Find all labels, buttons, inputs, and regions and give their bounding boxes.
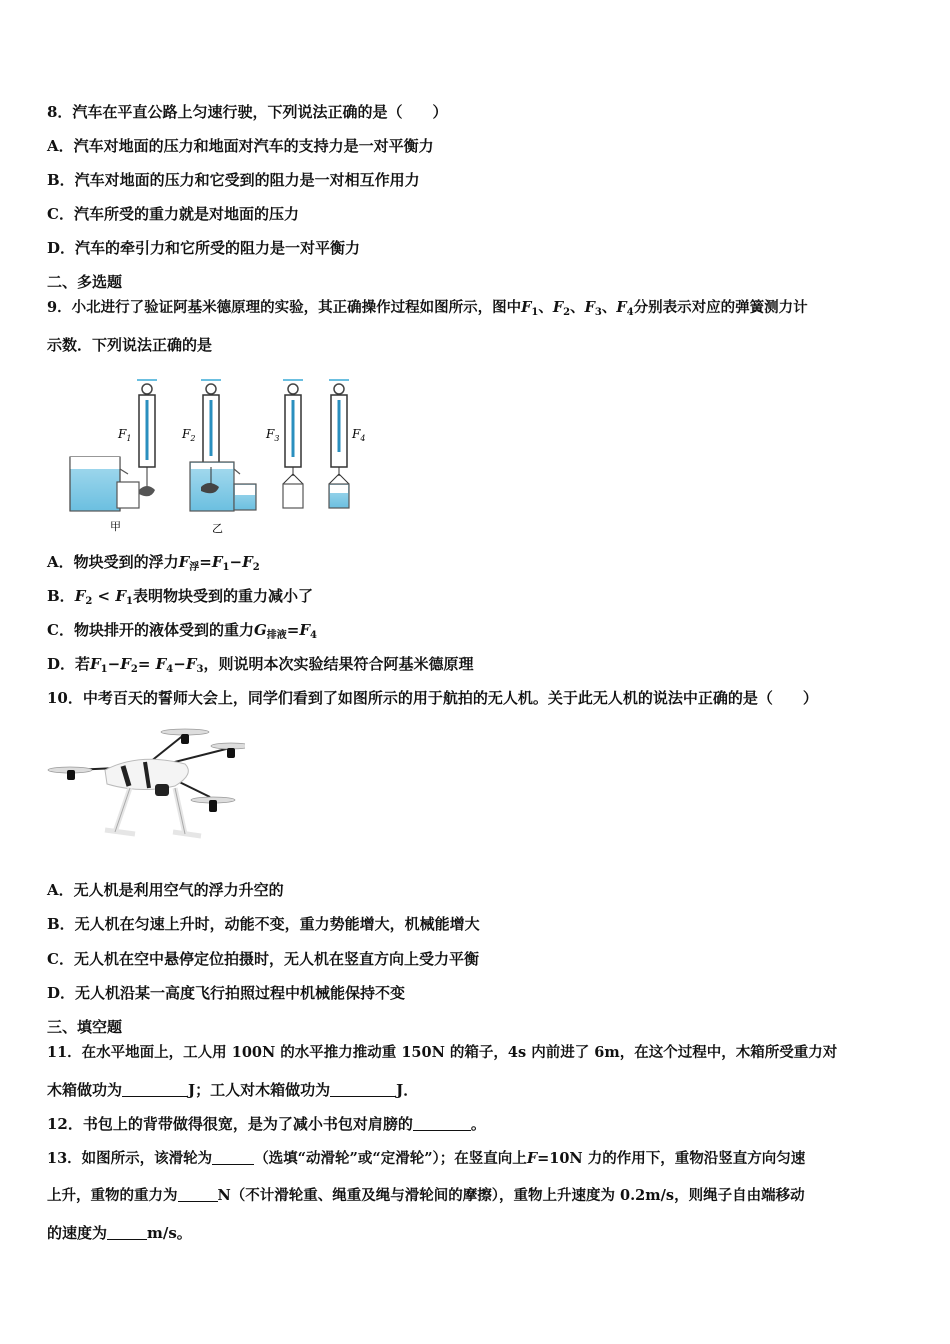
label-f4: $F_4$ [352,427,366,443]
label-f1: $F_1$ [118,427,132,443]
q11-blank-1[interactable] [122,1081,188,1097]
q11-blank-2[interactable] [330,1081,396,1097]
spring-balance-2 [201,380,221,467]
overflow-beaker-1 [70,457,139,511]
overflow-beaker-2 [190,462,256,511]
spring-balance-4 [329,380,349,508]
q10-option-c: C．无人机在空中悬停定位拍摄时，无人机在竖直方向上受力平衡 [47,950,479,968]
section-fill-in: 三、填空题 [47,1018,123,1036]
q13-blank-1[interactable] [212,1149,254,1165]
q8-option-d: D．汽车的牵引力和它所受的阻力是一对平衡力 [47,239,361,257]
q11-line2: 木箱做功为 J；工人对木箱做功为 J． [47,1081,419,1099]
q9-option-c: C．物块排开的液体受到的重力$G_{排液}=F_4$ [47,621,317,641]
label-f2: $F_2$ [182,427,196,443]
q13-blank-3[interactable] [107,1224,147,1240]
caption-yi: 乙 [212,522,223,535]
q10-stem: 10．中考百天的誓师大会上，同学们看到了如图所示的用于航拍的无人机。关于此无人机的说法中正确的是（ ） [47,689,818,707]
q8-stem: 8．汽车在平直公路上匀速行驶，下列说法正确的是（ ） [47,103,448,121]
q9-stem-line2: 示数．下列说法正确的是 [47,336,213,354]
spring-balance-figure [62,372,372,542]
spring-balance-3 [283,380,303,508]
section-multi-choice: 二、多选题 [47,273,123,291]
q13-blank-2[interactable] [178,1186,218,1202]
q13-line1: 13．如图所示，该滑轮为 （选填“动滑轮”或“定滑轮”）；在竖直向上F=10N 力的作用下，重物沿竖直方向匀速 [47,1150,806,1167]
q12: 12．书包上的背带做得很宽，是为了减小书包对肩膀的 。 [47,1115,486,1133]
q12-blank[interactable] [413,1115,471,1131]
q11-line1: 11．在水平地面上，工人用 100N 的水平推力推动重 150N 的箱子，4s 内前进了 6m，在这个过程中，木箱所受重力对 [47,1044,838,1061]
q8-option-c: C．汽车所受的重力就是对地面的压力 [47,205,299,223]
q10-option-d: D．无人机沿某一高度飞行拍照过程中机械能保持不变 [47,984,406,1002]
drone-image [45,722,245,840]
q8-option-a: A．汽车对地面的压力和地面对汽车的支持力是一对平衡力 [47,137,434,155]
caption-jia: 甲 [110,520,121,533]
label-f3: $F_3$ [266,427,280,443]
q13-line3: 的速度为 m/s。 [47,1224,192,1242]
spring-balance-1 [137,380,157,496]
q8-option-b: B．汽车对地面的压力和它受到的阻力是一对相互作用力 [47,171,420,189]
q9-option-a: A．物块受到的浮力$F_浮=F_1-F_2$ [47,553,260,573]
q9-option-b: B．$F_2 < F_1$表明物块受到的重力减小了 [47,587,313,607]
q9-option-d: D．若$F_1-F_2= F_4-F_3$，则说明本次实验结果符合阿基米德原理 [47,655,474,675]
q10-option-a: A．无人机是利用空气的浮力升空的 [47,881,284,899]
q10-option-b: B．无人机在匀速上升时，动能不变，重力势能增大，机械能增大 [47,915,480,933]
q13-line2: 上升，重物的重力为 N（不计滑轮重、绳重及绳与滑轮间的摩擦），重物上升速度为 0.2m/s，则绳子自由端移动 [47,1187,805,1204]
q9-stem-line1: 9．小北进行了验证阿基米德原理的实验，其正确操作过程如图所示，图中$F_1$、$F_2$、$F_3$、$F_4$分别表示对应的弹簧测力计 [47,299,808,318]
